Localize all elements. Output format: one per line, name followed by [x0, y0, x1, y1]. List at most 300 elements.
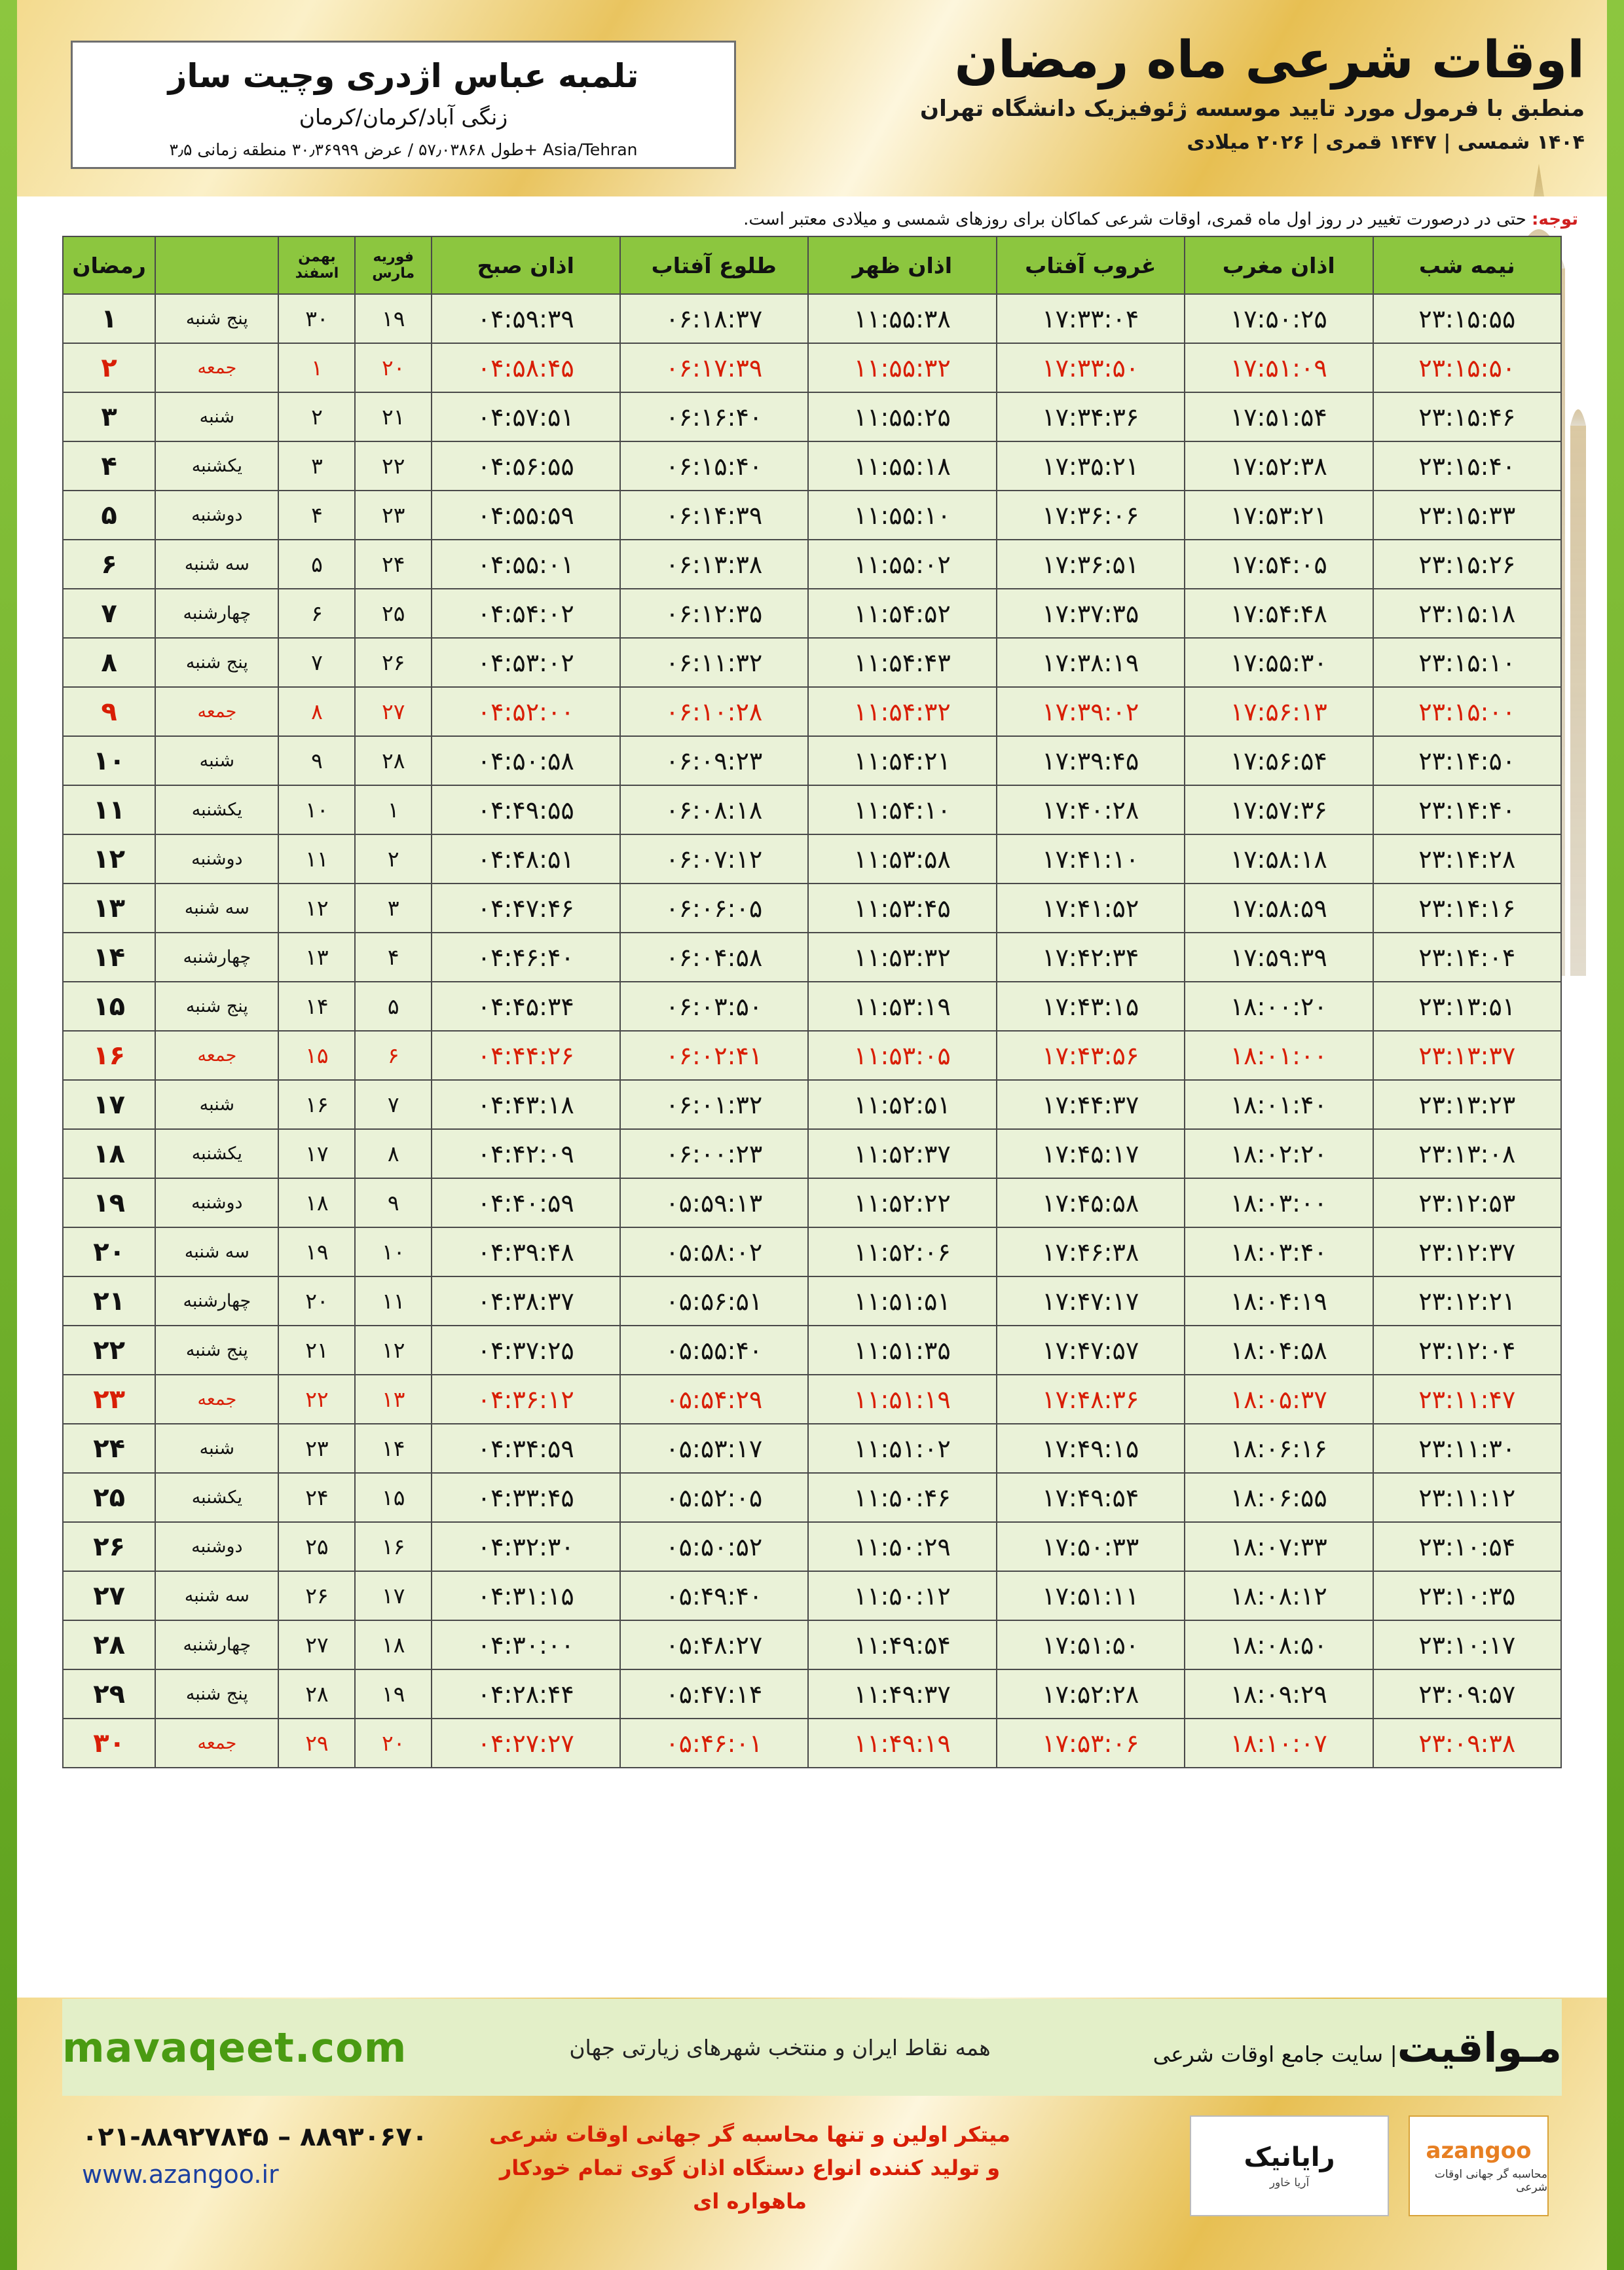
cell-ramadan-day: ۱۶	[63, 1031, 155, 1080]
cell-solar-day: ۲	[278, 392, 355, 441]
cell-sunrise: ۰۶:۱۲:۳۵	[620, 589, 809, 638]
cell-weekday: جمعه	[155, 1375, 278, 1424]
cell-fajr: ۰۴:۴۵:۳۴	[432, 982, 620, 1031]
cell-gregorian-day: ۱۶	[355, 1522, 432, 1571]
cell-fajr: ۰۴:۴۶:۴۰	[432, 933, 620, 982]
calendar-years: ۱۴۰۴ شمسی | ۱۴۴۷ قمری | ۲۰۲۶ میلادی	[1187, 130, 1585, 154]
cell-ramadan-day: ۹	[63, 687, 155, 736]
cell-sunrise: ۰۵:۴۹:۴۰	[620, 1571, 809, 1620]
cell-maghrib: ۱۸:۰۷:۳۳	[1185, 1522, 1373, 1571]
cell-weekday: جمعه	[155, 1031, 278, 1080]
cell-solar-day: ۱۴	[278, 982, 355, 1031]
cell-midnight: ۲۳:۱۴:۰۴	[1373, 933, 1562, 982]
cell-maghrib: ۱۸:۰۹:۲۹	[1185, 1669, 1373, 1719]
cell-sunrise: ۰۵:۴۷:۱۴	[620, 1669, 809, 1719]
cell-solar-day: ۱۶	[278, 1080, 355, 1129]
column-header-midnight: نیمه شب	[1373, 236, 1562, 294]
cell-weekday: پنج شنبه	[155, 638, 278, 687]
footer-description-line1: میتکر اولین و تنها محاسبه گر جهانی اوقات شرعی	[489, 2122, 1010, 2147]
cell-gregorian-day: ۶	[355, 1031, 432, 1080]
cell-weekday: یکشنبه	[155, 785, 278, 834]
cell-maghrib: ۱۸:۱۰:۰۷	[1185, 1719, 1373, 1768]
cell-solar-day: ۲۹	[278, 1719, 355, 1768]
cell-gregorian-day: ۲۳	[355, 491, 432, 540]
cell-solar-day: ۲۵	[278, 1522, 355, 1571]
cell-ramadan-day: ۷	[63, 589, 155, 638]
cell-gregorian-day: ۳	[355, 884, 432, 933]
table-row	[63, 1326, 1561, 1375]
cell-midnight: ۲۳:۱۱:۱۲	[1373, 1473, 1562, 1522]
cell-dhuhr: ۱۱:۵۱:۱۹	[808, 1375, 997, 1424]
cell-dhuhr: ۱۱:۵۰:۲۹	[808, 1522, 997, 1571]
cell-weekday: چهارشنبه	[155, 589, 278, 638]
cell-solar-day: ۱۷	[278, 1129, 355, 1178]
cell-dhuhr: ۱۱:۵۳:۴۵	[808, 884, 997, 933]
cell-gregorian-day: ۵	[355, 982, 432, 1031]
table-row	[63, 638, 1561, 687]
cell-midnight: ۲۳:۱۵:۲۶	[1373, 540, 1562, 589]
azangoo-logo-icon	[1409, 2115, 1549, 2216]
advertiser-box	[71, 41, 736, 169]
table-row	[63, 540, 1561, 589]
cell-maghrib: ۱۷:۵۳:۲۱	[1185, 491, 1373, 540]
cell-midnight: ۲۳:۱۵:۱۰	[1373, 638, 1562, 687]
cell-solar-day: ۲۱	[278, 1326, 355, 1375]
cell-maghrib: ۱۷:۵۸:۱۸	[1185, 834, 1373, 884]
cell-solar-day: ۱۳	[278, 933, 355, 982]
column-header-gregorian	[355, 236, 432, 294]
advertiser-location: زنگی آباد/کرمان/کرمان	[299, 104, 508, 130]
cell-sunrise: ۰۶:۰۶:۰۵	[620, 884, 809, 933]
cell-maghrib: ۱۷:۵۶:۵۴	[1185, 736, 1373, 785]
cell-ramadan-day: ۱۹	[63, 1178, 155, 1227]
cell-midnight: ۲۳:۱۴:۱۶	[1373, 884, 1562, 933]
cell-sunrise: ۰۵:۵۳:۱۷	[620, 1424, 809, 1473]
cell-sunset: ۱۷:۵۲:۲۸	[997, 1669, 1185, 1719]
cell-dhuhr: ۱۱:۵۵:۱۰	[808, 491, 997, 540]
cell-solar-day: ۲۷	[278, 1620, 355, 1669]
footer-description-line2: و تولید کننده انواع دستگاه اذان گوی تمام خودکار ماهواره ای	[499, 2155, 1001, 2214]
cell-sunset: ۱۷:۳۳:۵۰	[997, 343, 1185, 392]
table-head	[63, 236, 1561, 294]
cell-ramadan-day: ۲۸	[63, 1620, 155, 1669]
cell-fajr: ۰۴:۳۰:۰۰	[432, 1620, 620, 1669]
cell-weekday: شنبه	[155, 1080, 278, 1129]
cell-maghrib: ۱۸:۰۳:۴۰	[1185, 1227, 1373, 1276]
page-header	[668, 31, 1585, 185]
cell-dhuhr: ۱۱:۵۲:۳۷	[808, 1129, 997, 1178]
cell-solar-day: ۲۸	[278, 1669, 355, 1719]
column-header-solar-line2: اسفند	[295, 265, 339, 282]
cell-solar-day: ۱۵	[278, 1031, 355, 1080]
cell-maghrib: ۱۷:۵۰:۲۵	[1185, 294, 1373, 343]
cell-ramadan-day: ۱۸	[63, 1129, 155, 1178]
cell-ramadan-day: ۲۵	[63, 1473, 155, 1522]
cell-midnight: ۲۳:۱۳:۰۸	[1373, 1129, 1562, 1178]
cell-sunrise: ۰۶:۱۵:۴۰	[620, 441, 809, 491]
cell-gregorian-day: ۱۴	[355, 1424, 432, 1473]
cell-sunrise: ۰۵:۴۸:۲۷	[620, 1620, 809, 1669]
cell-dhuhr: ۱۱:۵۳:۰۵	[808, 1031, 997, 1080]
cell-dhuhr: ۱۱:۴۹:۱۹	[808, 1719, 997, 1768]
footer-contact	[82, 2122, 428, 2189]
cell-ramadan-day: ۲۷	[63, 1571, 155, 1620]
cell-sunset: ۱۷:۵۳:۰۶	[997, 1719, 1185, 1768]
cell-dhuhr: ۱۱:۵۵:۳۲	[808, 343, 997, 392]
cell-solar-day: ۳۰	[278, 294, 355, 343]
cell-ramadan-day: ۱۴	[63, 933, 155, 982]
cell-gregorian-day: ۱۲	[355, 1326, 432, 1375]
cell-sunset: ۱۷:۳۶:۰۶	[997, 491, 1185, 540]
cell-fajr: ۰۴:۴۴:۲۶	[432, 1031, 620, 1080]
table-row	[63, 1080, 1561, 1129]
cell-solar-day: ۲۴	[278, 1473, 355, 1522]
cell-gregorian-day: ۴	[355, 933, 432, 982]
cell-midnight: ۲۳:۱۳:۵۱	[1373, 982, 1562, 1031]
cell-gregorian-day: ۱۹	[355, 1669, 432, 1719]
cell-ramadan-day: ۱۳	[63, 884, 155, 933]
cell-ramadan-day: ۲	[63, 343, 155, 392]
azangoo-logo-name: azangoo	[1426, 2138, 1532, 2164]
cell-gregorian-day: ۱۸	[355, 1620, 432, 1669]
cell-midnight: ۲۳:۱۵:۵۰	[1373, 343, 1562, 392]
cell-fajr: ۰۴:۳۱:۱۵	[432, 1571, 620, 1620]
azangoo-logo-sub: محاسبه گر جهانی اوقات شرعی	[1434, 2168, 1547, 2194]
cell-solar-day: ۲۳	[278, 1424, 355, 1473]
cell-maghrib: ۱۷:۵۶:۱۳	[1185, 687, 1373, 736]
cell-sunrise: ۰۵:۵۲:۰۵	[620, 1473, 809, 1522]
cell-midnight: ۲۳:۱۲:۳۷	[1373, 1227, 1562, 1276]
table-row	[63, 834, 1561, 884]
footer-website-brand[interactable]: mavaqeet.com	[62, 2023, 407, 2072]
note-text: حتی در درصورت تغییر در روز اول ماه قمری، اوقات شرعی کماکان برای روزهای شمسی و میلادی معتبر است.	[743, 210, 1526, 229]
prayer-times-table	[62, 236, 1562, 1768]
cell-fajr: ۰۴:۵۹:۳۹	[432, 294, 620, 343]
cell-sunset: ۱۷:۴۸:۳۶	[997, 1375, 1185, 1424]
cell-fajr: ۰۴:۴۸:۵۱	[432, 834, 620, 884]
table-row	[63, 1276, 1561, 1326]
column-header-solar-line1: بهمن	[298, 248, 336, 265]
cell-weekday: پنج شنبه	[155, 982, 278, 1031]
cell-weekday: دوشنبه	[155, 1178, 278, 1227]
cell-maghrib: ۱۸:۰۱:۰۰	[1185, 1031, 1373, 1080]
footer-bottom	[62, 2109, 1562, 2233]
cell-ramadan-day: ۲۰	[63, 1227, 155, 1276]
cell-gregorian-day: ۲۱	[355, 392, 432, 441]
cell-ramadan-day: ۲۱	[63, 1276, 155, 1326]
cell-midnight: ۲۳:۱۳:۳۷	[1373, 1031, 1562, 1080]
cell-sunrise: ۰۵:۵۰:۵۲	[620, 1522, 809, 1571]
cell-sunrise: ۰۶:۱۶:۴۰	[620, 392, 809, 441]
page-subtitle: منطبق با فرمول مورد تایید موسسه ژئوفیزیک دانشگاه تهران	[920, 95, 1585, 122]
table-row	[63, 294, 1561, 343]
cell-fajr: ۰۴:۳۹:۴۸	[432, 1227, 620, 1276]
table-row	[63, 736, 1561, 785]
cell-sunrise: ۰۵:۵۸:۰۲	[620, 1227, 809, 1276]
cell-gregorian-day: ۲۴	[355, 540, 432, 589]
column-header-maghrib: اذان مغرب	[1185, 236, 1373, 294]
cell-dhuhr: ۱۱:۵۲:۲۲	[808, 1178, 997, 1227]
cell-fajr: ۰۴:۵۶:۵۵	[432, 441, 620, 491]
cell-dhuhr: ۱۱:۵۵:۲۵	[808, 392, 997, 441]
table-row	[63, 933, 1561, 982]
table-header-row	[63, 236, 1561, 294]
cell-dhuhr: ۱۱:۵۱:۰۲	[808, 1424, 997, 1473]
cell-maghrib: ۱۸:۰۶:۵۵	[1185, 1473, 1373, 1522]
cell-sunset: ۱۷:۳۸:۱۹	[997, 638, 1185, 687]
cell-fajr: ۰۴:۲۷:۲۷	[432, 1719, 620, 1768]
cell-solar-day: ۱۹	[278, 1227, 355, 1276]
cell-midnight: ۲۳:۰۹:۵۷	[1373, 1669, 1562, 1719]
cell-solar-day: ۴	[278, 491, 355, 540]
cell-fajr: ۰۴:۲۸:۴۴	[432, 1669, 620, 1719]
cell-fajr: ۰۴:۵۵:۰۱	[432, 540, 620, 589]
cell-maghrib: ۱۷:۵۵:۳۰	[1185, 638, 1373, 687]
cell-dhuhr: ۱۱:۴۹:۵۴	[808, 1620, 997, 1669]
cell-gregorian-day: ۱	[355, 785, 432, 834]
column-header-sunset: غروب آفتاب	[997, 236, 1185, 294]
cell-fajr: ۰۴:۴۳:۱۸	[432, 1080, 620, 1129]
cell-weekday: سه شنبه	[155, 540, 278, 589]
cell-dhuhr: ۱۱:۵۲:۰۶	[808, 1227, 997, 1276]
cell-sunrise: ۰۶:۱۷:۳۹	[620, 343, 809, 392]
cell-gregorian-day: ۲۲	[355, 441, 432, 491]
cell-midnight: ۲۳:۱۴:۲۸	[1373, 834, 1562, 884]
cell-sunset: ۱۷:۴۶:۳۸	[997, 1227, 1185, 1276]
cell-sunrise: ۰۶:۱۰:۲۸	[620, 687, 809, 736]
advertiser-name: تلمبه عباس اژدری وچیت ساز	[168, 57, 639, 95]
cell-ramadan-day: ۲۲	[63, 1326, 155, 1375]
cell-solar-day: ۲۰	[278, 1276, 355, 1326]
cell-solar-day: ۳	[278, 441, 355, 491]
cell-maghrib: ۱۸:۰۳:۰۰	[1185, 1178, 1373, 1227]
cell-ramadan-day: ۵	[63, 491, 155, 540]
cell-dhuhr: ۱۱:۵۲:۵۱	[808, 1080, 997, 1129]
cell-sunset: ۱۷:۴۳:۵۶	[997, 1031, 1185, 1080]
cell-maghrib: ۱۸:۰۲:۲۰	[1185, 1129, 1373, 1178]
cell-ramadan-day: ۶	[63, 540, 155, 589]
cell-maghrib: ۱۷:۵۲:۳۸	[1185, 441, 1373, 491]
column-header-gregorian-line1: فوریه	[373, 248, 414, 265]
cell-dhuhr: ۱۱:۵۳:۱۹	[808, 982, 997, 1031]
cell-gregorian-day: ۲۰	[355, 1719, 432, 1768]
cell-solar-day: ۱۱	[278, 834, 355, 884]
cell-gregorian-day: ۲۵	[355, 589, 432, 638]
table-row	[63, 1031, 1561, 1080]
cell-sunrise: ۰۶:۰۲:۴۱	[620, 1031, 809, 1080]
cell-gregorian-day: ۲	[355, 834, 432, 884]
cell-sunrise: ۰۶:۱۱:۳۲	[620, 638, 809, 687]
cell-fajr: ۰۴:۳۶:۱۲	[432, 1375, 620, 1424]
table-row	[63, 1620, 1561, 1669]
cell-ramadan-day: ۳	[63, 392, 155, 441]
cell-midnight: ۲۳:۱۵:۰۰	[1373, 687, 1562, 736]
table-row	[63, 1571, 1561, 1620]
column-header-dhuhr: اذان ظهر	[808, 236, 997, 294]
cell-ramadan-day: ۱۵	[63, 982, 155, 1031]
cell-maghrib: ۱۷:۵۱:۵۴	[1185, 392, 1373, 441]
cell-fajr: ۰۴:۵۲:۰۰	[432, 687, 620, 736]
cell-maghrib: ۱۷:۵۴:۰۵	[1185, 540, 1373, 589]
cell-sunrise: ۰۵:۴۶:۰۱	[620, 1719, 809, 1768]
cell-fajr: ۰۴:۳۲:۳۰	[432, 1522, 620, 1571]
cell-dhuhr: ۱۱:۵۱:۳۵	[808, 1326, 997, 1375]
cell-fajr: ۰۴:۴۹:۵۵	[432, 785, 620, 834]
cell-fajr: ۰۴:۵۳:۰۲	[432, 638, 620, 687]
cell-sunset: ۱۷:۳۹:۴۵	[997, 736, 1185, 785]
cell-sunset: ۱۷:۵۱:۵۰	[997, 1620, 1185, 1669]
cell-ramadan-day: ۲۹	[63, 1669, 155, 1719]
cell-solar-day: ۸	[278, 687, 355, 736]
cell-sunrise: ۰۶:۰۹:۲۳	[620, 736, 809, 785]
cell-dhuhr: ۱۱:۵۰:۱۲	[808, 1571, 997, 1620]
cell-sunset: ۱۷:۵۰:۳۳	[997, 1522, 1185, 1571]
cell-gregorian-day: ۸	[355, 1129, 432, 1178]
cell-maghrib: ۱۷:۵۷:۳۶	[1185, 785, 1373, 834]
cell-solar-day: ۱۰	[278, 785, 355, 834]
cell-ramadan-day: ۲۴	[63, 1424, 155, 1473]
footer-logos	[1190, 2115, 1549, 2216]
rayanic-logo-name: رایانیک	[1244, 2142, 1335, 2172]
cell-gregorian-day: ۹	[355, 1178, 432, 1227]
cell-gregorian-day: ۲۸	[355, 736, 432, 785]
rayanic-logo-sub: آریا خاور	[1269, 2176, 1310, 2189]
table-row	[63, 589, 1561, 638]
cell-midnight: ۲۳:۱۵:۱۸	[1373, 589, 1562, 638]
cell-maghrib: ۱۷:۵۹:۳۹	[1185, 933, 1373, 982]
cell-sunset: ۱۷:۴۵:۵۸	[997, 1178, 1185, 1227]
green-edge-left	[0, 0, 17, 2270]
cell-sunrise: ۰۶:۱۳:۳۸	[620, 540, 809, 589]
cell-weekday: سه شنبه	[155, 1571, 278, 1620]
cell-fajr: ۰۴:۵۷:۵۱	[432, 392, 620, 441]
cell-sunrise: ۰۶:۰۰:۲۳	[620, 1129, 809, 1178]
cell-dhuhr: ۱۱:۵۵:۰۲	[808, 540, 997, 589]
cell-maghrib: ۱۸:۰۵:۳۷	[1185, 1375, 1373, 1424]
table-row	[63, 1375, 1561, 1424]
cell-fajr: ۰۴:۵۰:۵۸	[432, 736, 620, 785]
cell-sunrise: ۰۶:۰۸:۱۸	[620, 785, 809, 834]
cell-weekday: جمعه	[155, 343, 278, 392]
cell-weekday: جمعه	[155, 687, 278, 736]
cell-fajr: ۰۴:۴۷:۴۶	[432, 884, 620, 933]
cell-sunrise: ۰۶:۱۸:۳۷	[620, 294, 809, 343]
cell-midnight: ۲۳:۰۹:۳۸	[1373, 1719, 1562, 1768]
cell-midnight: ۲۳:۱۵:۴۶	[1373, 392, 1562, 441]
cell-sunrise: ۰۵:۵۹:۱۳	[620, 1178, 809, 1227]
column-header-gregorian-line2: مارس	[372, 265, 415, 282]
cell-weekday: چهارشنبه	[155, 1276, 278, 1326]
cell-dhuhr: ۱۱:۴۹:۳۷	[808, 1669, 997, 1719]
cell-weekday: چهارشنبه	[155, 1620, 278, 1669]
cell-maghrib: ۱۸:۰۴:۱۹	[1185, 1276, 1373, 1326]
cell-gregorian-day: ۱۳	[355, 1375, 432, 1424]
cell-sunset: ۱۷:۳۴:۳۶	[997, 392, 1185, 441]
cell-gregorian-day: ۲۷	[355, 687, 432, 736]
table-row	[63, 982, 1561, 1031]
cell-weekday: یکشنبه	[155, 1129, 278, 1178]
cell-midnight: ۲۳:۱۵:۴۰	[1373, 441, 1562, 491]
cell-midnight: ۲۳:۱۲:۲۱	[1373, 1276, 1562, 1326]
cell-dhuhr: ۱۱:۵۵:۱۸	[808, 441, 997, 491]
cell-solar-day: ۵	[278, 540, 355, 589]
cell-fajr: ۰۴:۳۷:۲۵	[432, 1326, 620, 1375]
cell-sunrise: ۰۶:۰۴:۵۸	[620, 933, 809, 982]
cell-sunrise: ۰۵:۵۵:۴۰	[620, 1326, 809, 1375]
cell-weekday: یکشنبه	[155, 441, 278, 491]
cell-sunrise: ۰۶:۰۱:۳۲	[620, 1080, 809, 1129]
cell-weekday: دوشنبه	[155, 834, 278, 884]
table-row	[63, 343, 1561, 392]
cell-ramadan-day: ۲۶	[63, 1522, 155, 1571]
cell-dhuhr: ۱۱:۵۴:۳۲	[808, 687, 997, 736]
cell-weekday: جمعه	[155, 1719, 278, 1768]
footer-brand-band	[62, 1999, 1562, 2096]
column-header-weekday	[155, 236, 278, 294]
cell-midnight: ۲۳:۱۰:۱۷	[1373, 1620, 1562, 1669]
cell-ramadan-day: ۳۰	[63, 1719, 155, 1768]
cell-sunset: ۱۷:۳۶:۵۱	[997, 540, 1185, 589]
cell-sunset: ۱۷:۴۵:۱۷	[997, 1129, 1185, 1178]
cell-sunset: ۱۷:۳۵:۲۱	[997, 441, 1185, 491]
cell-midnight: ۲۳:۱۴:۴۰	[1373, 785, 1562, 834]
cell-weekday: پنج شنبه	[155, 1326, 278, 1375]
cell-midnight: ۲۳:۱۳:۲۳	[1373, 1080, 1562, 1129]
cell-maghrib: ۱۷:۵۱:۰۹	[1185, 343, 1373, 392]
cell-sunset: ۱۷:۳۷:۳۵	[997, 589, 1185, 638]
cell-dhuhr: ۱۱:۵۳:۳۲	[808, 933, 997, 982]
cell-sunset: ۱۷:۴۷:۱۷	[997, 1276, 1185, 1326]
footer-website-link[interactable]: www.azangoo.ir	[82, 2160, 279, 2189]
cell-weekday: پنج شنبه	[155, 1669, 278, 1719]
page-title: اوقات شرعی ماه رمضان	[954, 31, 1585, 90]
cell-ramadan-day: ۴	[63, 441, 155, 491]
cell-solar-day: ۹	[278, 736, 355, 785]
cell-fajr: ۰۴:۳۳:۴۵	[432, 1473, 620, 1522]
table-row	[63, 1522, 1561, 1571]
cell-sunset: ۱۷:۴۴:۳۷	[997, 1080, 1185, 1129]
cell-sunset: ۱۷:۴۳:۱۵	[997, 982, 1185, 1031]
table-row	[63, 1473, 1561, 1522]
cell-midnight: ۲۳:۱۰:۳۵	[1373, 1571, 1562, 1620]
cell-sunset: ۱۷:۴۲:۳۴	[997, 933, 1185, 982]
cell-fajr: ۰۴:۵۴:۰۲	[432, 589, 620, 638]
cell-weekday: سه شنبه	[155, 1227, 278, 1276]
footer-phone: ۰۲۱-۸۸۹۲۷۸۴۵ – ۸۸۹۳۰۶۷۰	[82, 2122, 428, 2152]
footer-brand-fa	[1153, 2024, 1562, 2072]
table-row	[63, 491, 1561, 540]
cell-sunset: ۱۷:۴۱:۱۰	[997, 834, 1185, 884]
cell-midnight: ۲۳:۱۰:۵۴	[1373, 1522, 1562, 1571]
table-row	[63, 884, 1561, 933]
cell-sunrise: ۰۶:۰۷:۱۲	[620, 834, 809, 884]
cell-sunrise: ۰۵:۵۴:۲۹	[620, 1375, 809, 1424]
cell-sunset: ۱۷:۴۰:۲۸	[997, 785, 1185, 834]
table-body	[63, 294, 1561, 1768]
cell-sunset: ۱۷:۴۷:۵۷	[997, 1326, 1185, 1375]
cell-ramadan-day: ۱۱	[63, 785, 155, 834]
cell-midnight: ۲۳:۱۲:۵۳	[1373, 1178, 1562, 1227]
cell-sunset: ۱۷:۳۳:۰۴	[997, 294, 1185, 343]
cell-dhuhr: ۱۱:۵۱:۵۱	[808, 1276, 997, 1326]
cell-midnight: ۲۳:۱۲:۰۴	[1373, 1326, 1562, 1375]
cell-gregorian-day: ۱۷	[355, 1571, 432, 1620]
footer-description	[481, 2118, 1018, 2219]
cell-gregorian-day: ۷	[355, 1080, 432, 1129]
cell-gregorian-day: ۲۰	[355, 343, 432, 392]
cell-solar-day: ۷	[278, 638, 355, 687]
cell-solar-day: ۱	[278, 343, 355, 392]
